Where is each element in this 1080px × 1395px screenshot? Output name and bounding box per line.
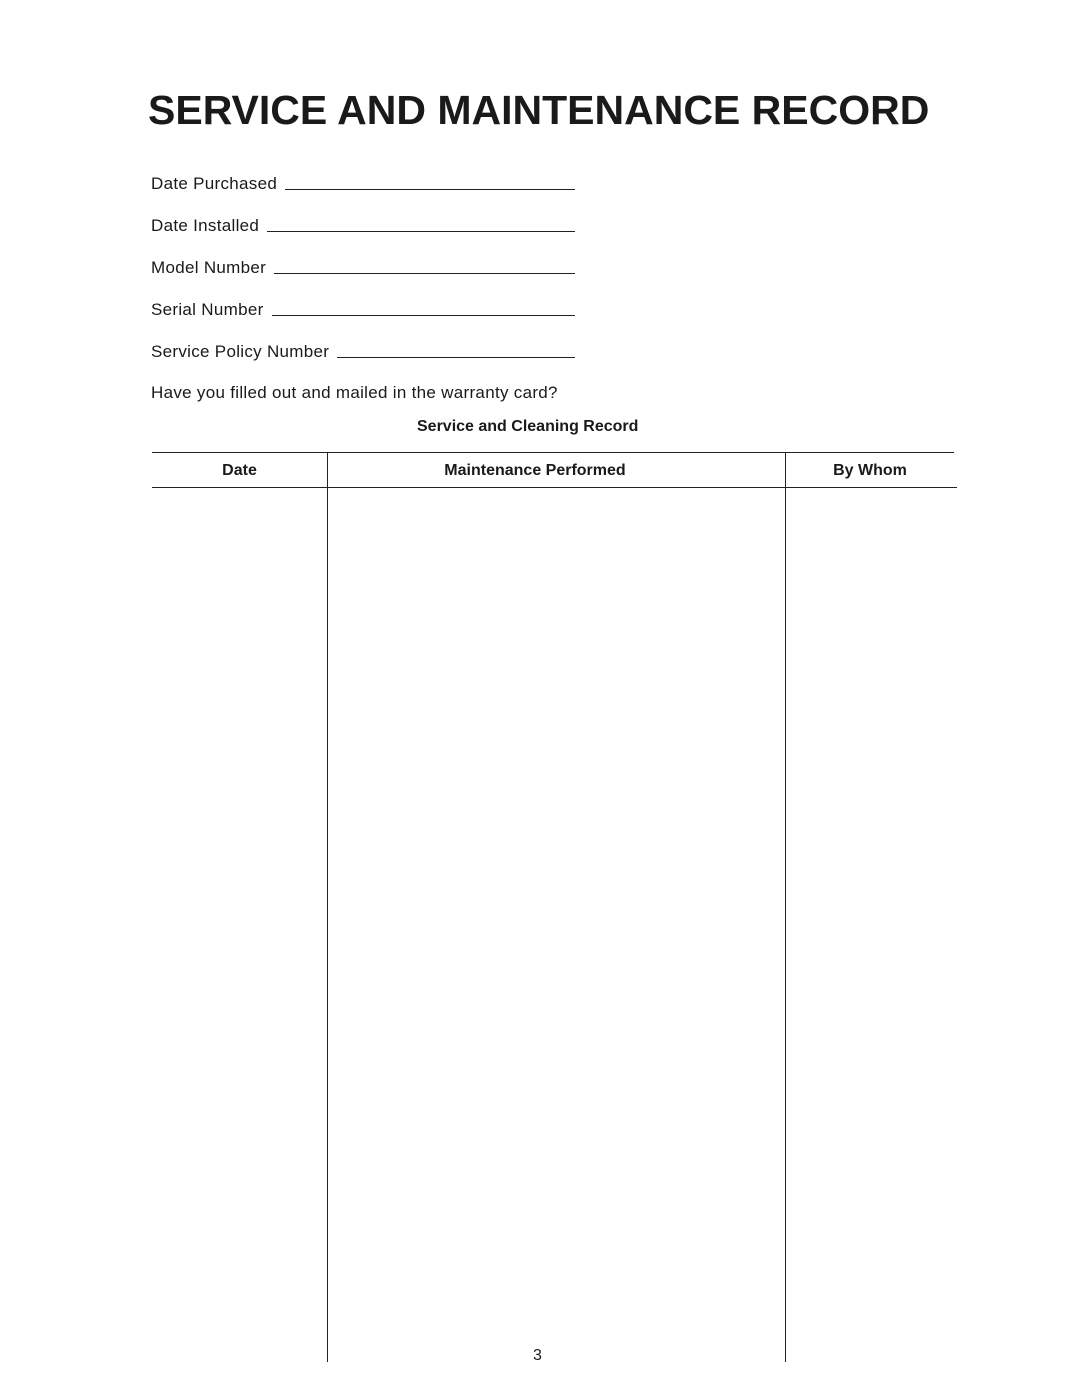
serial-number-field[interactable] [151,301,575,318]
column-header-by-whom: By Whom [833,462,907,479]
column-header-maintenance-performed: Maintenance Performed [444,462,626,479]
date-purchased-label: Date Purchased [151,174,278,193]
table-top-rule [152,452,954,453]
model-number-line[interactable] [274,259,575,274]
table-header-rule [152,487,957,488]
date-purchased-field[interactable] [151,175,575,192]
date-installed-label: Date Installed [151,216,260,235]
model-number-field[interactable] [151,259,575,276]
serial-number-line[interactable] [272,301,575,316]
model-number-label: Model Number [151,258,267,277]
page-number: 3 [533,1347,542,1364]
table-divider-right [785,452,786,1362]
date-purchased-line[interactable] [285,175,575,190]
warranty-question: Have you filled out and mailed in the warranty card? [151,383,558,402]
service-policy-number-line[interactable] [337,343,575,358]
service-policy-number-label: Service Policy Number [151,342,330,361]
page-title: SERVICE AND MAINTENANCE RECORD [148,87,930,133]
table-divider-left [327,452,328,1362]
service-policy-number-field[interactable] [151,343,575,360]
date-installed-line[interactable] [267,217,575,232]
date-installed-field[interactable] [151,217,575,234]
column-header-date: Date [222,462,257,479]
record-title: Service and Cleaning Record [417,418,639,435]
serial-number-label: Serial Number [151,300,264,319]
